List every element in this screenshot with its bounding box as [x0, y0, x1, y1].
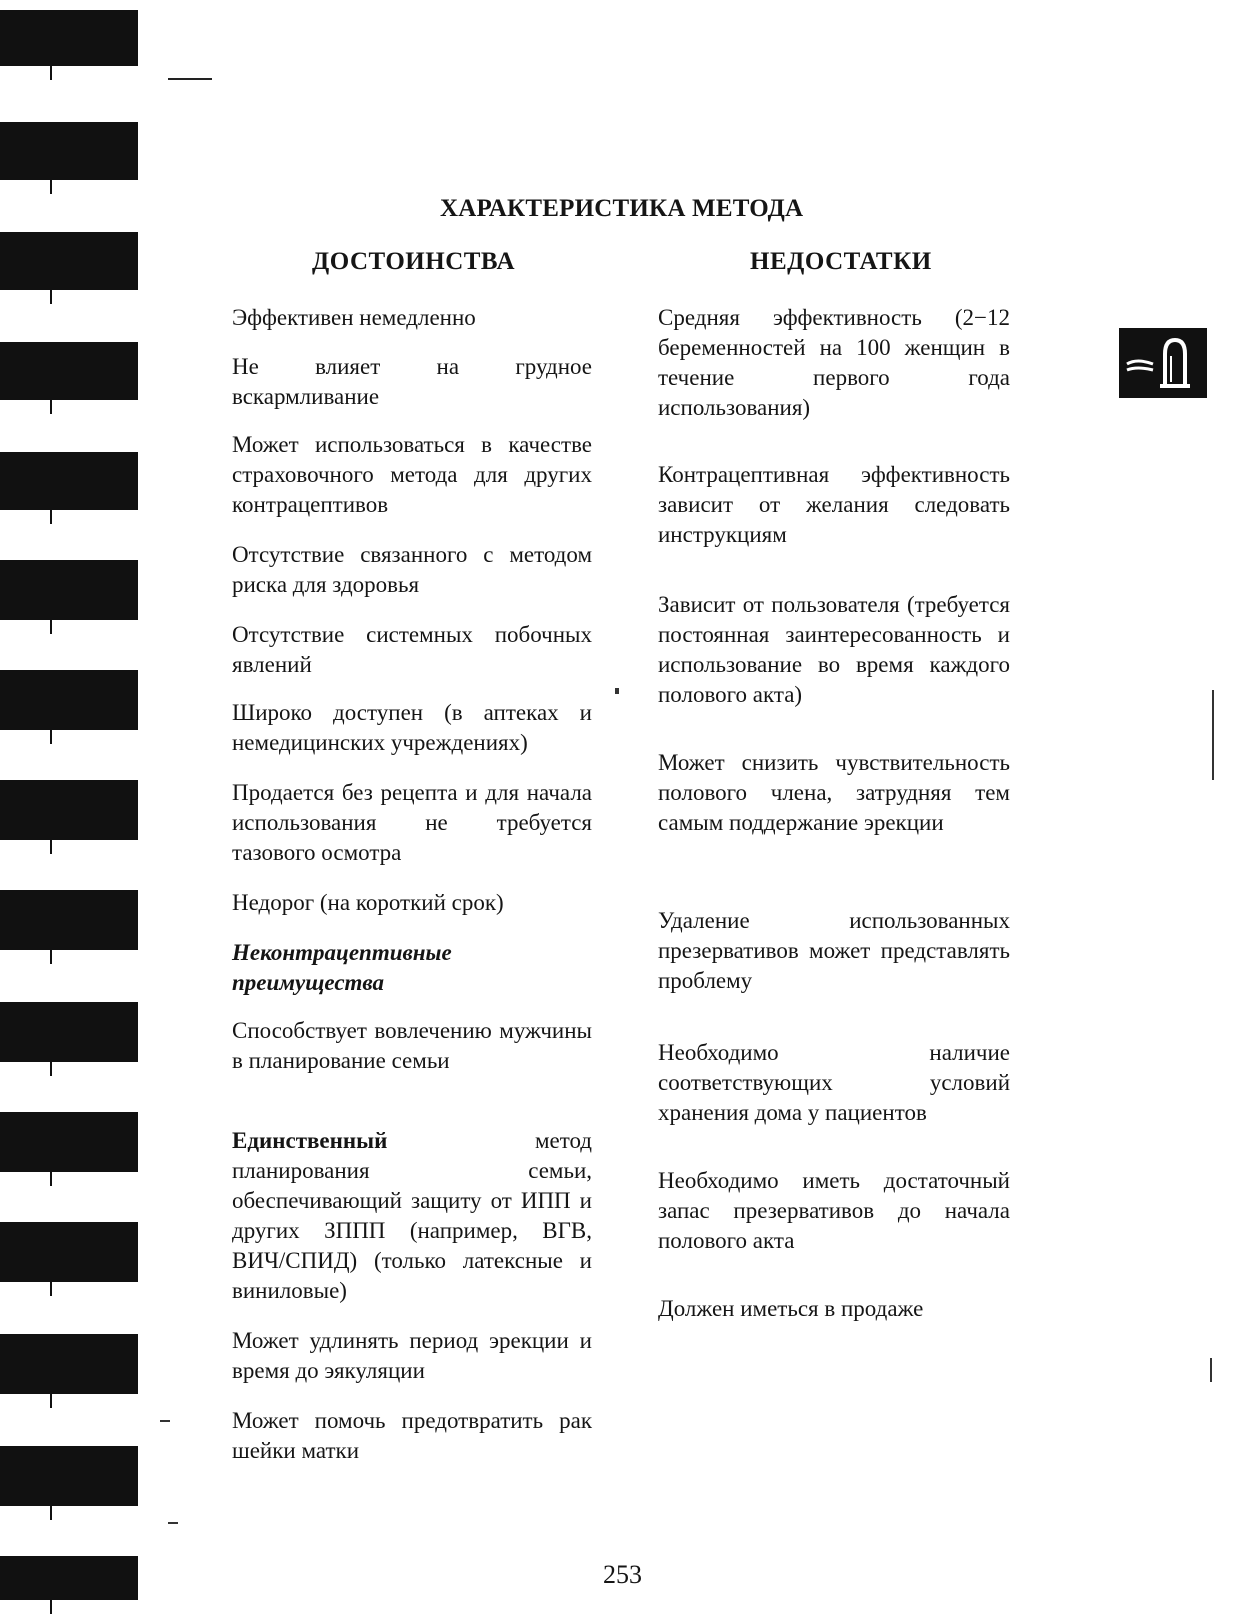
- advantage-item: Недорог (на короткий срок): [232, 890, 504, 915]
- disadvantage-item: Должен иметься в продаже: [658, 1296, 924, 1321]
- advantage-item: Отсутствие связанного с методом риска для здоровья: [232, 542, 592, 597]
- disadvantage-item: Может снизить чувствительность полового члена, затрудняя тем самым поддержание эрекции: [658, 750, 1010, 835]
- binding-tab: [0, 670, 138, 730]
- binding-tab: [0, 1002, 138, 1062]
- advantage-item: [232, 1126, 592, 1306]
- binding-tab: [0, 452, 138, 510]
- page-title: ХАРАКТЕРИСТИКА МЕТОДА: [440, 195, 804, 222]
- disadvantage-item: Необходимо наличие соответствующих условий хранения дома у пациентов: [658, 1040, 1010, 1125]
- advantage-item: Не влияет на грудное вскармливание: [232, 354, 592, 409]
- disadvantage-item: Контрацептивная эффективность зависит от желания следовать инструкциям: [658, 462, 1010, 547]
- advantage-item: Может удлинять период эрекции и время до эякуляции: [232, 1328, 592, 1383]
- binding-tab: [0, 10, 138, 66]
- disadvantage-item: Средняя эффективность (2−12 беременностей на 100 женщин в течение первого года использования): [658, 305, 1010, 420]
- disadvantage-item: Необходимо иметь достаточный запас презервативов до начала полового акта: [658, 1168, 1010, 1253]
- binding-tab: [0, 342, 138, 400]
- advantage-item: Продается без рецепта и для начала использования не требуется тазового осмотра: [232, 780, 592, 865]
- binding-tab: [0, 1222, 138, 1282]
- binding-tab: [0, 1112, 138, 1172]
- noncontraceptive-heading: Неконтрацептивные преимущества: [232, 940, 452, 995]
- advantage-item: Эффективен немедленно: [232, 305, 476, 330]
- disadvantage-item: Зависит от пользователя (требуется постоянная заинтересованность и использование во время каждого полового акта): [658, 592, 1010, 707]
- advantage-item-text: метод планирования семьи, обеспечивающий защиту от ИПП и других ЗППП (например, ВГВ, ВИЧ/СПИД) (только латексные и виниловые): [232, 1128, 592, 1303]
- scan-speck: [1212, 690, 1214, 780]
- advantage-item: Способствует вовлечению мужчины в планирование семьи: [232, 1018, 592, 1073]
- header-rule: [168, 78, 212, 80]
- advantage-item: Широко доступен (в аптеках и немедицинских учреждениях): [232, 700, 592, 755]
- binding-tab: [0, 1334, 138, 1394]
- advantage-item: Отсутствие системных побочных явлений: [232, 622, 592, 677]
- scan-speck: [160, 1420, 170, 1422]
- advantage-item: Может использоваться в качестве страховочного метода для других контрацептивов: [232, 432, 592, 517]
- emphasis-word: Единственный: [232, 1128, 388, 1153]
- condom-icon: [1119, 328, 1207, 398]
- scan-speck: [168, 1522, 178, 1524]
- page-number: 253: [603, 1560, 642, 1589]
- disadvantages-heading: НЕДОСТАТКИ: [750, 248, 932, 275]
- section-marker: [1119, 328, 1207, 398]
- scan-speck: [1210, 1358, 1212, 1382]
- spiral-binding: [0, 0, 140, 1600]
- binding-tab: [0, 1556, 138, 1600]
- advantages-heading: ДОСТОИНСТВА: [312, 248, 516, 275]
- binding-tab: [0, 560, 138, 620]
- scan-speck: [615, 688, 619, 694]
- binding-tab: [0, 780, 138, 840]
- binding-tab: [0, 1446, 138, 1506]
- advantage-item: Может помочь предотвратить рак шейки матки: [232, 1408, 592, 1463]
- binding-tab: [0, 890, 138, 950]
- disadvantage-item: Удаление использованных презервативов может представлять проблему: [658, 908, 1010, 993]
- binding-tab: [0, 232, 138, 290]
- binding-tab: [0, 122, 138, 180]
